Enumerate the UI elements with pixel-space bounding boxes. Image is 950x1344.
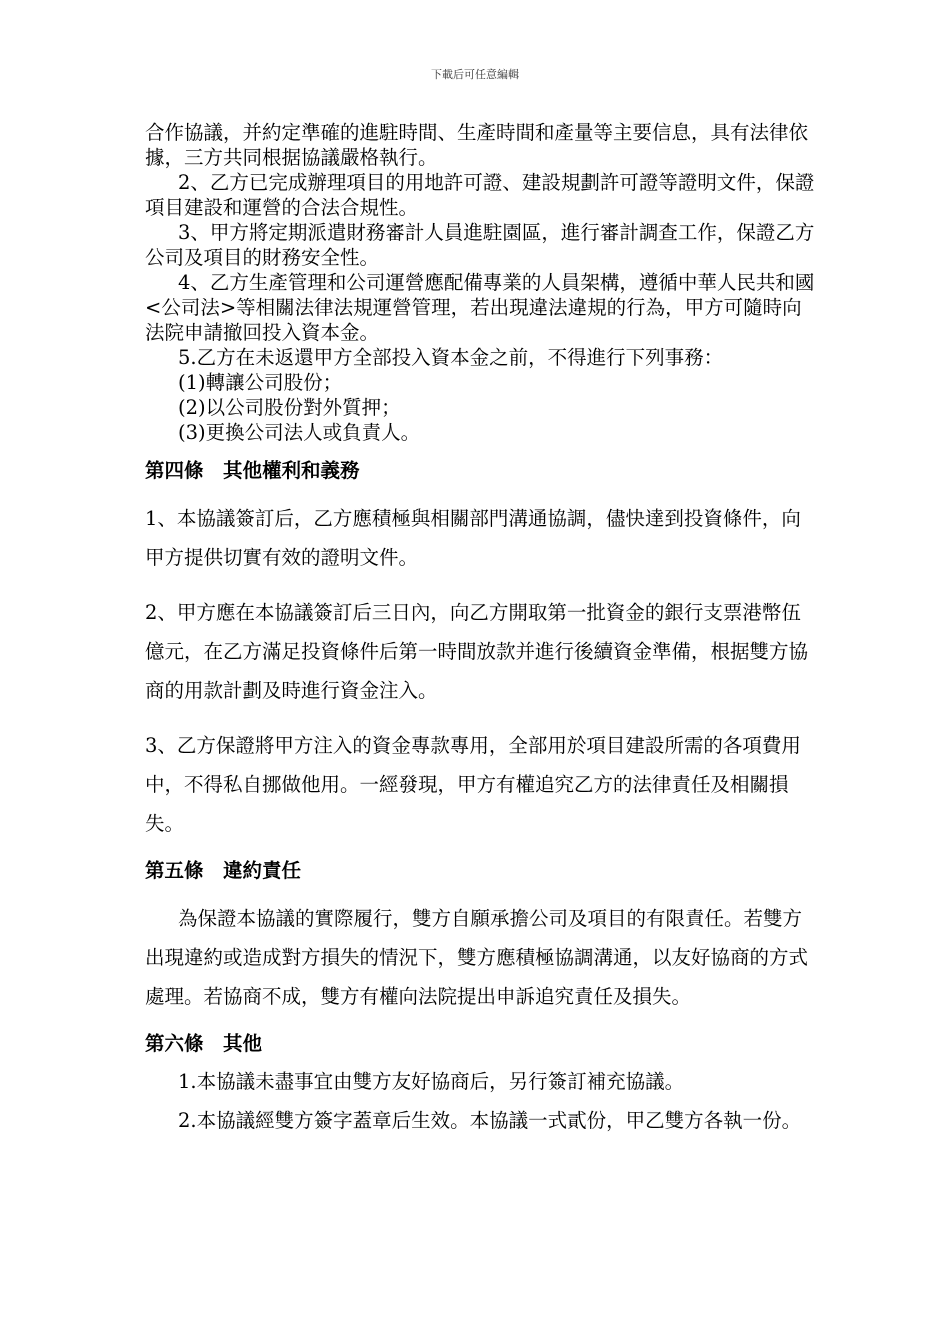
sub-item-3: (3)更換公司法人或負責人。 bbox=[178, 421, 421, 444]
paragraph-item-4: 4、乙方生產管理和公司運營應配備專業的人員架構，遵循中華人民共和國<公司法>等相關法律法規運營管理，若出現違法違規的行為，甲方可隨時向法院申請撤回投入資本金。 bbox=[145, 271, 815, 344]
page-header: 下載后可任意編輯 bbox=[431, 68, 519, 81]
paragraph-item-2: 2、乙方已完成辦理項目的用地許可證、建設規劃許可證等證明文件，保證項目建設和運營的合法合規性。 bbox=[145, 171, 815, 219]
paragraph-continued: 合作協議，并約定準確的進駐時間、生產時間和產量等主要信息，具有法律依據，三方共同根据協議嚴格執行。 bbox=[145, 121, 809, 169]
paragraph-item-3: 3、甲方將定期派遣財務審計人員進駐園區，進行審計調查工作，保證乙方公司及項目的財務安全性。 bbox=[145, 221, 815, 269]
section-6-heading: 第六條 其他 bbox=[145, 1032, 263, 1055]
section-6-paragraph-2: 2.本協議經雙方簽字蓋章后生效。本協議一式貳份，甲乙雙方各執一份。 bbox=[178, 1109, 802, 1132]
section-4-heading: 第四條 其他權利和義務 bbox=[145, 459, 360, 482]
section-5-paragraph: 為保證本協議的實際履行，雙方自願承擔公司及項目的有限責任。若雙方出現違約或造成對方損失的情況下，雙方應積極協調溝通，以友好協商的方式處理。若協商不成，雙方有權向法院提出申訴追究責任及損失。 bbox=[145, 907, 809, 1008]
sub-item-2: (2)以公司股份對外質押； bbox=[178, 396, 401, 419]
document-body bbox=[145, 120, 817, 1140]
section-4-paragraph-2: 2、甲方應在本協議簽訂后三日內，向乙方開取第一批資金的銀行支票港幣伍億元，在乙方滿足投資條件后第一時間放款并進行後續資金準備，根据雙方協商的用款計劃及時進行資金注入。 bbox=[145, 601, 809, 702]
section-6-paragraph-1: 1.本協議未盡事宜由雙方友好協商后，另行簽訂補充協議。 bbox=[178, 1070, 685, 1093]
section-4-paragraph-1: 1、本協議簽訂后，乙方應積極與相關部門溝通協調，儘快達到投資條件，向甲方提供切實有效的證明文件。 bbox=[145, 507, 801, 569]
section-4-paragraph-3: 3、乙方保證將甲方注入的資金專款專用，全部用於項目建設所需的各項費用中，不得私自挪做他用。一經發現，甲方有權追究乙方的法律責任及相關損失。 bbox=[145, 734, 801, 835]
paragraph-item-5: 5.乙方在未返還甲方全部投入資本金之前，不得進行下列事務： bbox=[178, 346, 724, 369]
section-5-heading: 第五條 違約責任 bbox=[145, 859, 302, 882]
sub-item-1: (1)轉讓公司股份； bbox=[178, 371, 343, 394]
